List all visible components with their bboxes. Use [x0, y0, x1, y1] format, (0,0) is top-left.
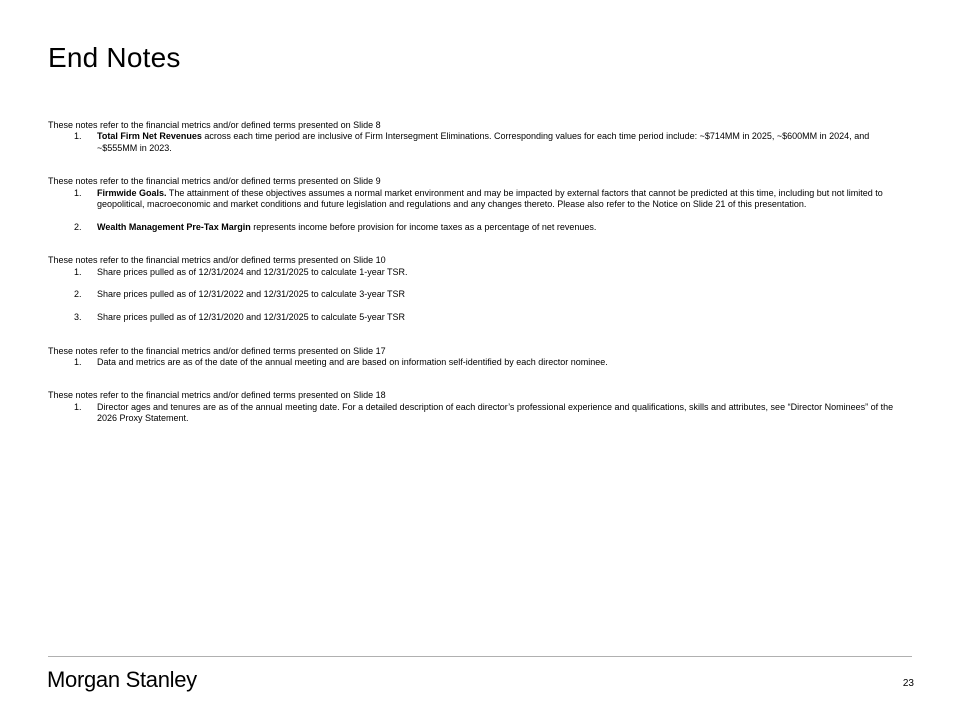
note-text: The attainment of these objectives assumes a normal market environment and may be impacted by external factors that cannot be predicted at this time, including but not limited to geopolitical, macroeconomic and market conditions and future legislation and regulations and any changes thereto. Please also refer to the Notice on Slide 21 of this presentation.	[97, 187, 883, 210]
section-intro: These notes refer to the financial metrics and/or defined terms presented on Slide 9	[48, 176, 381, 187]
note-text: across each time period are inclusive of Firm Intersegment Eliminations. Corresponding values for each time period include: ~$714MM in 2025, ~$600MM in 2024, and ~$555MM in 2023.	[97, 131, 870, 153]
note-text: represents income before provision for income taxes as a percentage of net revenues.	[250, 221, 597, 232]
note-number: 2.	[74, 289, 82, 300]
note-list	[48, 267, 910, 324]
note-number: 1.	[74, 131, 82, 142]
notes-section-slide-8	[48, 120, 910, 154]
note-item	[48, 357, 910, 368]
note-item	[48, 222, 910, 233]
note-list	[48, 357, 910, 368]
note-list	[48, 188, 910, 234]
morgan-stanley-logo: Morgan Stanley	[47, 667, 197, 692]
note-item	[48, 188, 910, 211]
end-notes	[48, 120, 910, 447]
note-text: Data and metrics are as of the date of the annual meeting and are based on information self-identified by each director nominee.	[97, 357, 608, 368]
note-number: 1.	[74, 357, 82, 368]
section-intro: These notes refer to the financial metrics and/or defined terms presented on Slide 18	[48, 390, 386, 401]
note-text: Director ages and tenures are as of the annual meeting date. For a detailed description of each director’s professional experience and qualifications, skills and attributes, see “Director Nominees” of the 2026 Proxy Statement.	[97, 401, 894, 424]
notes-section-slide-18	[48, 390, 910, 424]
page-number: 23	[902, 678, 914, 689]
note-text: Share prices pulled as of 12/31/2024 and 12/31/2025 to calculate 1-year TSR.	[97, 266, 408, 277]
section-intro: These notes refer to the financial metrics and/or defined terms presented on Slide 10	[48, 255, 386, 266]
note-list	[48, 402, 910, 425]
note-term: Firmwide Goals.	[97, 187, 167, 198]
note-item	[48, 289, 910, 300]
note-text: Share prices pulled as of 12/31/2020 and 12/31/2025 to calculate 5-year TSR	[97, 312, 406, 323]
notes-section-slide-10	[48, 255, 910, 323]
note-list	[48, 131, 910, 154]
section-intro: These notes refer to the financial metrics and/or defined terms presented on Slide 8	[48, 120, 381, 130]
note-text: Share prices pulled as of 12/31/2022 and 12/31/2025 to calculate 3-year TSR	[97, 289, 406, 300]
note-item	[48, 402, 910, 425]
note-number: 1.	[74, 187, 82, 198]
section-intro: These notes refer to the financial metrics and/or defined terms presented on Slide 17	[48, 345, 386, 356]
note-item	[48, 312, 910, 323]
note-number: 2.	[74, 221, 82, 232]
footer-divider	[48, 656, 912, 657]
note-item	[48, 131, 910, 154]
note-term: Total Firm Net Revenues	[97, 131, 202, 142]
note-term: Wealth Management Pre-Tax Margin	[97, 221, 251, 232]
page-title: End Notes	[48, 42, 181, 73]
note-item	[48, 267, 910, 278]
notes-section-slide-17	[48, 346, 910, 369]
note-number: 3.	[74, 312, 82, 323]
note-number: 1.	[74, 266, 82, 277]
notes-section-slide-9	[48, 176, 910, 233]
note-number: 1.	[74, 401, 82, 412]
